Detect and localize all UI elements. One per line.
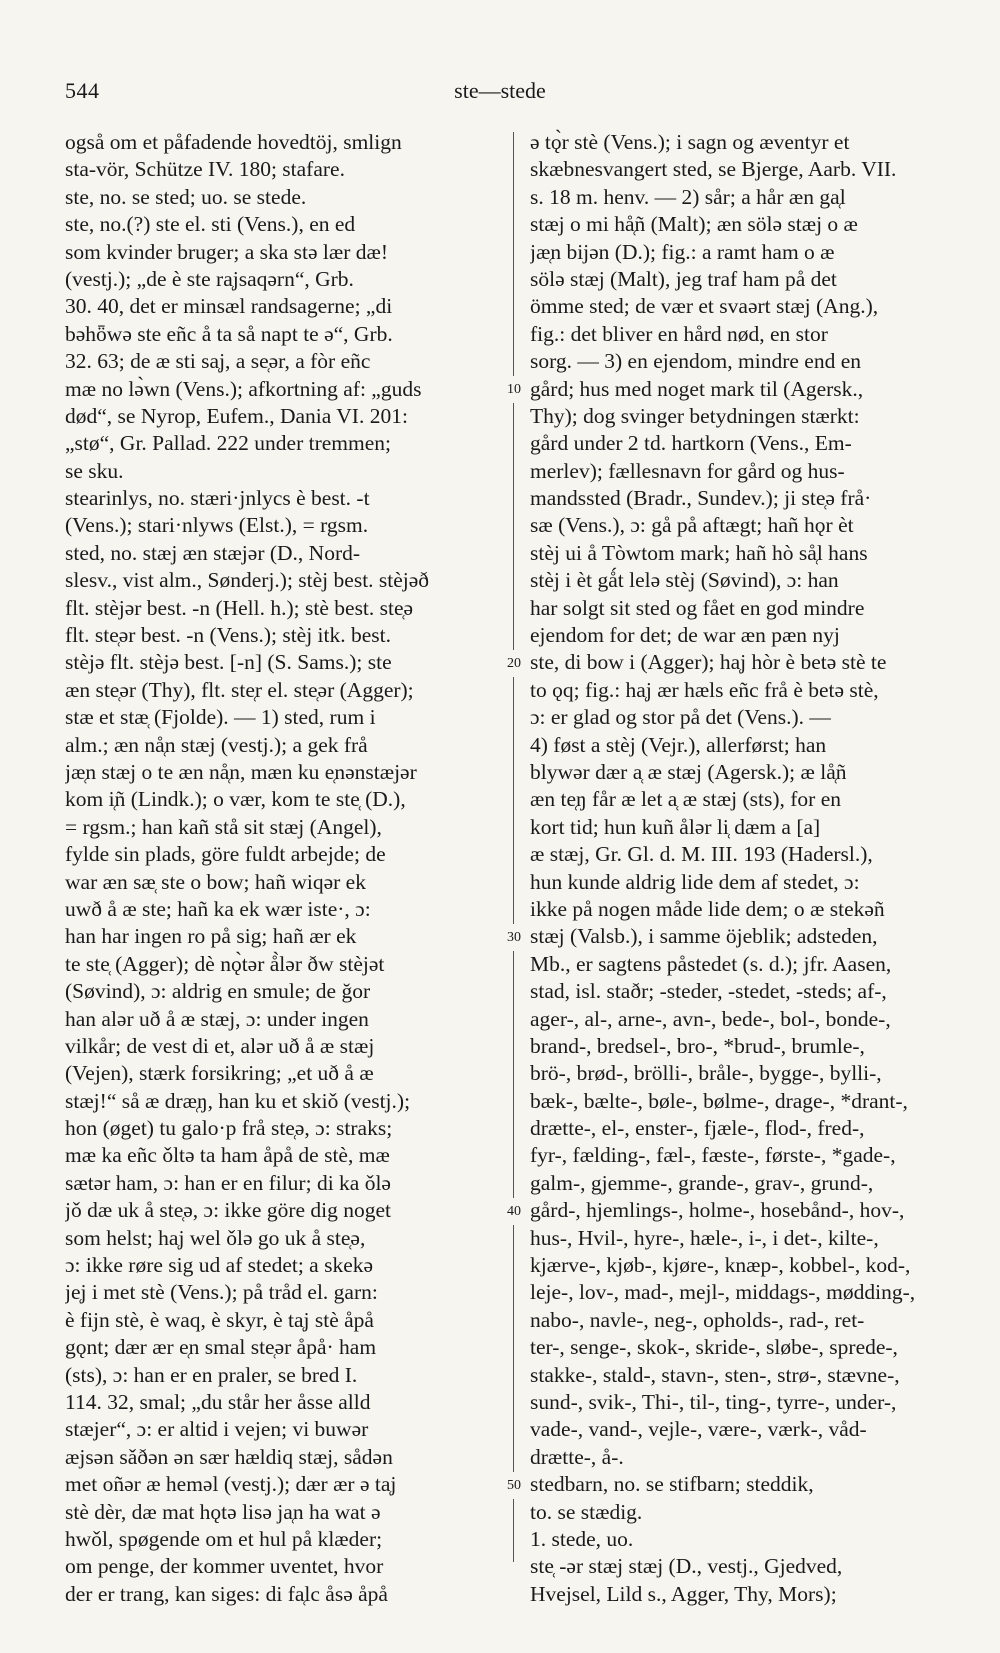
left-column-line: uwð å æ ste; hañ ka ek wær iste·, ɔ: [65, 896, 371, 921]
right-column-line: kjærve-, kjøb-, kjøre-, knæp-, kobbel-, kod-, [530, 1253, 911, 1278]
right-column-line: vade-, vand-, vejle-, være-, værk-, våd- [530, 1417, 867, 1442]
left-column-line: mæ ka eñc ǒltə ta ham åpå de stè, mæ [65, 1143, 390, 1168]
left-column-line: stèjə flt. stèjə best. [-n] (S. Sams.); ste [65, 650, 392, 675]
left-column-line: (Vejen), stærk forsikring; „et uð å æ [65, 1061, 374, 1086]
left-column [65, 129, 500, 1608]
left-column-line: han har ingen ro på sig; hañ ær ek [65, 924, 357, 949]
right-column-line: gård-, hjemlings-, holme-, hosebånd-, hov-, [530, 1198, 905, 1223]
left-column-line: flt. ste̜ər best. -n (Vens.); stèj itk. best. [65, 623, 392, 648]
left-column-line: je̜j i met stè (Vens.); på tråd el. garn: [65, 1280, 378, 1305]
left-column-line: jæ̜n stæj o te æn nå̜n, mæn ku e̜nənstæjər [65, 759, 417, 784]
right-column-line: æ stæj, Gr. Gl. d. M. III. 193 (Hadersl.), [530, 842, 873, 867]
right-column-line: Hvejsel, Lild s., Agger, Thy, Mors); [530, 1581, 837, 1606]
line-number-marker: 10 [498, 376, 530, 403]
left-column-line: 30. 40, det er minsæl randsagerne; „di [65, 294, 393, 319]
right-column-line: bæk-, bælte-, bøle-, bølme-, drage-, *drant-, [530, 1088, 908, 1113]
right-column-line: ömme sted; de vær et svaərt stæj (Ang.), [530, 294, 879, 319]
right-column-line: sorg. — 3) en ejendom, mindre end en [530, 349, 861, 374]
right-column-line: Mb., er sagtens påstedet (s. d.); jfr. Aasen, [530, 951, 892, 976]
right-column-line: Thy); dog svinger betydningen stærkt: [530, 403, 860, 428]
right-column-line: galm-, gjemme-, grande-, grav-, grund-, [530, 1170, 874, 1195]
left-column-line: stearinlys, no. stæri·jnlycs è best. -t [65, 486, 370, 511]
right-column-line: stæj o mi hå̜ñ (Malt); æn sölə stæj o æ [530, 212, 858, 237]
right-column-line: ste, di bow i (Agger); ha̜j hòr è betə stè te [530, 650, 887, 675]
left-column-line: vilkår; de vest di et, alər uð å æ stæj [65, 1033, 375, 1058]
left-column-line: sted, no. stæj æn stæjər (D., Nord- [65, 540, 361, 565]
right-column-line: gård; hus med noget mark til (Agersk., [530, 376, 864, 401]
right-column-line: mandssted (Bradr., Sundev.); ji ste̜ə frå· [530, 486, 872, 511]
left-column-line: (sts), ɔ: han er en praler, se bred I. [65, 1362, 358, 1387]
right-column-line: brand-, bredsel-, bro-, *brud-, brumle-, [530, 1033, 865, 1058]
left-column-line: è fijn stè, è waq, è skyr, è ta̜j stè åpå [65, 1307, 374, 1332]
left-column-line: alm.; æn nå̜n stæj (vestj.); a gek frå [65, 732, 368, 757]
left-column-line: også om et påfadende hovedtöj, smlign [65, 130, 402, 154]
right-column-line: æn te̜ŋ får æ let a̜ æ stæj (sts), for en [530, 787, 841, 812]
running-head: ste—stede [454, 78, 546, 103]
right-column-line: sölə stæj (Malt), jeg traf ham på det [530, 266, 837, 291]
left-column-line: ɔ: ikke røre sig ud af stedet; a skekə [65, 1253, 374, 1278]
right-column-line: sæ (Vens.), ɔ: gå på aftægt; hañ hǫr èt [530, 513, 854, 538]
right-column-line: stakke-, stald-, stavn-, sten-, strø-, stævne-, [530, 1362, 900, 1387]
right-column-line: jæ̜n bijən (D.); fig.: a ramt ham o æ [530, 239, 835, 264]
left-column-line: om penge, der kommer uventet, hvor [65, 1554, 384, 1579]
right-column-line: ejendom for det; de war æn pæn nyj [530, 623, 840, 648]
right-column-line: 4) føst a stèj (Vejr.), allerførst; han [530, 732, 827, 757]
left-column-line: = rgsm.; han kañ stå sit stæj (Angel), [65, 814, 382, 839]
right-column-line: ager-, al-, arne-, avn-, bede-, bol-, bonde-, [530, 1006, 891, 1031]
right-column-line: nabo-, navle-, neg-, opholds-, rad-, ret- [530, 1307, 865, 1332]
right-column-line: ɔ: er glad og stor på det (Vens.). — [530, 705, 831, 730]
left-column-line: sætər ham, ɔ: han er en filur; di ka ǒlə [65, 1170, 391, 1195]
right-column-line: leje-, lov-, mad-, mejl-, middags-, mødding-, [530, 1280, 916, 1305]
line-number-marker: 20 [498, 650, 530, 677]
right-column-line: kort tid; hun kuñ ålər li̜ dæm a [a] [530, 814, 821, 839]
right-column-line: to. se stædig. [530, 1499, 643, 1524]
line-number-marker: 40 [498, 1198, 530, 1225]
left-column-line: met oñər æ heməl (vestj.); dær ær ə ta̜j [65, 1472, 397, 1497]
left-column-line: te ste̜ (Agger); dè nǫ̀tər å̀lər ðw stèjət [65, 951, 385, 976]
left-column-line: fylde sin plads, göre fuldt arbejde; de [65, 842, 386, 867]
right-column-line: sund-, svik-, Thi-, til-, ting-, tyrre-, under-, [530, 1389, 897, 1414]
left-column-line: stæj!“ så æ dræ̜ŋ, han ku et skiǒ (vestj.); [65, 1088, 411, 1113]
right-column-line: ə tǫ̀r stè (Vens.); i sagn og æventyr et [530, 130, 850, 154]
left-column-line: æn ste̜ər (Thy), flt. ste̜r el. ste̜ər (Agger); [65, 677, 414, 702]
right-column-line: drætte-, el-, enster-, fjæle-, flod-, fred-, [530, 1116, 865, 1141]
right-column-line: 1. stede, uo. [530, 1526, 634, 1551]
left-column-line: kom i̜ñ (Lindk.); o vær, kom te ste̜ (D.), [65, 787, 406, 812]
left-column-line: han alər uð å æ stæj, ɔ: under ingen [65, 1006, 369, 1031]
right-column-line: drætte-, å-. [530, 1444, 624, 1469]
left-column-line: (vestj.); „de è ste ra̜jsaqərn“, Grb. [65, 266, 354, 291]
left-column-line: stæjer“, ɔ: er altid i vejen; vi buwər [65, 1417, 369, 1442]
right-column-line: stæj (Valsb.), i samme öjeblik; adsteden, [530, 924, 878, 949]
right-column-line: merlev); fællesnavn for gård og hus- [530, 458, 845, 483]
right-column-line: stad, isl. staðr; -steder, -stedet, -steds; af-, [530, 979, 887, 1004]
left-column-line: hwǒl, spøgende om et hul på klæder; [65, 1526, 383, 1551]
left-column-line: „stø“, Gr. Pallad. 222 under tremmen; [65, 431, 392, 456]
right-column-line: ikke på nogen måde lide dem; o æ stekəñ [530, 896, 885, 921]
left-column-line: sta-vör, Schütze IV. 180; stafare. [65, 157, 345, 182]
left-column-line: som helst; ha̜j wel ǒlə go uk å ste̜ə, [65, 1225, 366, 1250]
left-column-line: ste, no.(?) ste el. sti (Vens.), en ed [65, 212, 356, 237]
right-column-line: hun kunde aldrig lide dem af stedet, ɔ: [530, 869, 860, 894]
left-column-line: (Søvind), ɔ: aldrig en smule; de ğor [65, 979, 371, 1004]
line-number-marker: 50 [498, 1472, 530, 1499]
left-column-line: æjsən sǎðən ən sær hældiq stæj, sådən [65, 1444, 393, 1469]
left-column-line: der er trang, kan siges: di fa̜lc åsə åpå [65, 1581, 388, 1606]
right-column-line: ste̜ -ər stæj stæj (D., vestj., Gjedved, [530, 1554, 843, 1579]
right-column-line: har solgt sit sted og fået en god mindre [530, 595, 865, 620]
right-column-line: stedbarn, no. se stifbarn; steddik, [530, 1472, 814, 1497]
left-column-line: mæ no lə̀wn (Vens.); afkortning af: „guds [65, 376, 422, 401]
right-column-line: fig.: det bliver en hård nød, en stor [530, 321, 828, 346]
left-column-line: stè dèr, dæ mat hǫtə lisə ja̜n ha wat ə [65, 1499, 381, 1524]
left-column-line: som kvinder bruger; a ska stə lær dæ! [65, 239, 389, 264]
right-column-line: skæbnesvangert sted, se Bjerge, Aarb. VII. [530, 157, 897, 182]
left-column-line: 114. 32, smal; „du står her åsse alld [65, 1389, 371, 1414]
left-column-line: slesv., vist alm., Sønderj.); stèj best. stèjəð [65, 568, 430, 593]
right-column-line: stèj ui å Tòwtom mark; hañ hò så̜l hans [530, 540, 868, 565]
left-column-line: bəhȫwə ste eñc å ta så napt te ə“, Grb. [65, 321, 393, 346]
left-column-line: (Vens.); stari·nlyws (Elst.), = rgsm. [65, 513, 369, 538]
right-column-line: blywər dær a̜ æ stæj (Agersk.); æ lå̜ñ [530, 759, 847, 784]
right-column-line: s. 18 m. henv. — 2) sår; a hår æn ga̜l [530, 184, 846, 209]
right-column-line: fyr-, fælding-, fæl-, fæste-, første-, *gade-, [530, 1143, 896, 1168]
left-column-line: stæ et stæ̜ (Fjolde). — 1) sted, rum i [65, 705, 376, 730]
right-column [530, 129, 955, 1608]
page-number: 544 [65, 78, 100, 103]
left-column-line: hon (øget) tu galo·p frå ste̜ə, ɔ: straks; [65, 1116, 393, 1141]
right-column-line: hus-, Hvil-, hyre-, hæle-, i-, i det-, kilte-, [530, 1225, 879, 1250]
right-column-line: stèj i èt gǻt lelə stèj (Søvind), ɔ: han [530, 568, 839, 593]
left-column-line: gǫnt; dær ær e̜n smal ste̜ər åpå· ham [65, 1335, 377, 1360]
line-number-marker: 30 [498, 924, 530, 951]
left-column-line: død“, se Nyrop, Eufem., Dania VI. 201: [65, 403, 408, 428]
right-column-line: gård under 2 td. hartkorn (Vens., Em- [530, 431, 852, 456]
left-column-line: war æn sæ̜ ste o bow; hañ wiqər ek [65, 869, 366, 894]
right-column-line: brö-, brød-, brölli-, bråle-, bygge-, bylli-, [530, 1061, 882, 1086]
left-column-line: jǒ dæ uk å ste̜ə, ɔ: ikke göre dig noget [65, 1198, 392, 1223]
column-divider [513, 132, 514, 1562]
right-column-line: ter-, senge-, skok-, skride-, sløbe-, sprede-, [530, 1335, 898, 1360]
left-column-line: 32. 63; de æ sti sa̜j, a se̜ər, a fòr eñc [65, 349, 371, 374]
left-column-line: ste, no. se sted; uo. se stede. [65, 184, 307, 209]
left-column-line: se sku. [65, 458, 124, 483]
left-column-line: flt. stèjər best. -n (Hell. h.); stè best. ste̜ə [65, 595, 414, 620]
right-column-line: to ǫq; fig.: ha̜j ær hæls eñc frå è betə stè, [530, 677, 879, 702]
